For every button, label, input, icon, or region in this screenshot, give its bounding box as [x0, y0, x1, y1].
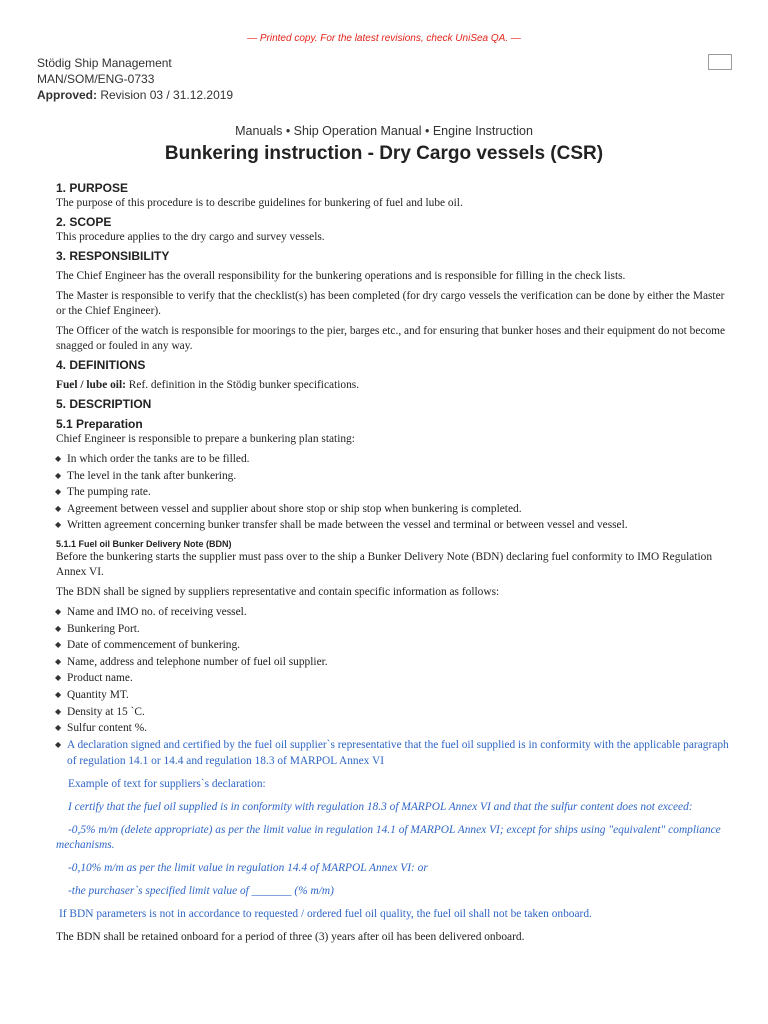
document-header [37, 55, 233, 103]
bullet-icon: ◆ [55, 723, 62, 733]
definition-term: Fuel / lube oil: [56, 379, 126, 391]
responsibility-heading: 3. RESPONSIBILITY [56, 249, 170, 263]
not-onboard-notice: If BDN parameters is not in accordance to requested / ordered fuel oil quality, the fuel oil shall not be taken onboard. [59, 907, 592, 920]
list-item: ◆ Date of commencement of bunkering. [56, 637, 736, 654]
bullet-icon: ◆ [55, 520, 62, 530]
preparation-heading: 5.1 Preparation [56, 417, 143, 431]
declaration-text: -0,10% m/m as per the limit value in regulation 14.4 of MARPOL Annex VI: or [68, 861, 428, 874]
print-banner: — Printed copy. For the latest revisions, check UniSea QA. — [247, 33, 521, 44]
bullet-icon: ◆ [55, 706, 62, 716]
scope-heading: 2. SCOPE [56, 215, 112, 229]
list-item: ◆ Name, address and telephone number of fuel oil supplier. [56, 654, 736, 671]
bullet-icon: ◆ [55, 689, 62, 699]
approved-label: Approved: [37, 88, 97, 102]
declaration-text: -0,5% m/m (delete appropriate) as per the limit value in regulation 14.1 of MARPOL Annex VI; except for ships using "equivalent" compliance mechanisms. [56, 823, 721, 851]
list-item: ◆ Agreement between vessel and supplier about shore stop or ship stop when bunkering is completed. [56, 501, 736, 518]
bullet-icon: ◆ [55, 470, 62, 480]
breadcrumb: Manuals • Ship Operation Manual • Engine Instruction [235, 124, 533, 138]
bdn-heading: 5.1.1 Fuel oil Bunker Delivery Note (BDN) [56, 538, 232, 549]
list-item: ◆ Density at 15 `C. [56, 704, 736, 721]
bullet-icon: ◆ [55, 503, 62, 513]
list-item: ◆ In which order the tanks are to be filled. [56, 451, 736, 468]
retention-text: The BDN shall be retained onboard for a period of three (3) years after oil has been delivered onboard. [56, 930, 525, 943]
definition-body: Ref. definition in the Stödig bunker specifications. [125, 379, 360, 391]
responsibility-paragraph: The Chief Engineer has the overall responsibility for the bunkering operations and is responsible for filling in the check lists. [56, 270, 626, 282]
declaration-text: -the purchaser`s specified limit value of _______ (% m/m) [68, 884, 334, 897]
list-item: ◆ Name and IMO no. of receiving vessel. [56, 604, 736, 621]
description-heading: 5. DESCRIPTION [56, 397, 152, 411]
bdn-list [56, 604, 736, 770]
list-item: ◆ Bunkering Port. [56, 621, 736, 638]
list-item: ◆ Sulfur content %. [56, 720, 736, 737]
bullet-icon: ◆ [55, 739, 62, 749]
preparation-list [56, 451, 736, 534]
bdn-paragraph: Before the bunkering starts the supplier must pass over to the ship a Bunker Delivery Note (BDN) declaring fuel conformity to IMO Regulation Annex VI. [56, 550, 713, 578]
list-item: ◆ The level in the tank after bunkering. [56, 468, 736, 485]
bdn-paragraph: The BDN shall be signed by suppliers representative and contain specific information as follows: [56, 585, 500, 598]
declaration-example-label: Example of text for suppliers`s declaration: [68, 777, 266, 790]
header-checkbox[interactable] [708, 54, 732, 70]
page-title: Bunkering instruction - Dry Cargo vessels (CSR) [164, 143, 604, 164]
bullet-icon: ◆ [55, 673, 62, 683]
list-item: ◆ Written agreement concerning bunker transfer shall be made between the vessel and terminal or between vessel and vessel. [56, 517, 736, 534]
list-item: ◆ Quantity MT. [56, 687, 736, 704]
approval-line [37, 87, 233, 103]
list-item: ◆ The pumping rate. [56, 484, 736, 501]
scope-text: This procedure applies to the dry cargo and survey vessels. [56, 231, 325, 243]
bullet-icon: ◆ [55, 656, 62, 666]
declaration-text: I certify that the fuel oil supplied is in conformity with regulation 18.3 of MARPOL Annex VI and that the sulfur content does not exceed: [68, 800, 693, 813]
list-item: ◆ Product name. [56, 670, 736, 687]
approved-value: Revision 03 / 31.12.2019 [100, 88, 234, 102]
responsibility-paragraph: The Officer of the watch is responsible for moorings to the pier, barges etc., and for ensuring that bunker hoses and their equipment do not become snagged or fouled in any way. [56, 325, 726, 352]
company-name: Stödig Ship Management [37, 56, 172, 70]
document-id: MAN/SOM/ENG-0733 [37, 72, 155, 86]
bullet-icon: ◆ [55, 640, 62, 650]
bullet-icon: ◆ [55, 606, 62, 616]
bullet-icon: ◆ [55, 454, 62, 463]
purpose-heading: 1. PURPOSE [56, 181, 129, 195]
bullet-icon: ◆ [55, 623, 62, 633]
definitions-heading: 4. DEFINITIONS [56, 358, 146, 372]
bullet-icon: ◆ [55, 487, 62, 497]
responsibility-paragraph: The Master is responsible to verify that the checklist(s) has been completed (for dry cargo vessels the verification can be done by either the Master or the Chief Engineer). [56, 290, 725, 317]
purpose-text: The purpose of this procedure is to describe guidelines for bunkering of fuel and lube oil. [56, 197, 463, 209]
document-body [56, 181, 736, 945]
preparation-intro: Chief Engineer is responsible to prepare a bunkering plan stating: [56, 433, 355, 445]
declaration-list-item: ◆ A declaration signed and certified by the fuel oil supplier`s representative that the fuel oil supplied is in conformity with the applicable paragraph of regulation 14.1 or 14.4 and regulation 18.3 of MARPOL Annex VI [55, 738, 729, 768]
definition-text [56, 378, 736, 393]
